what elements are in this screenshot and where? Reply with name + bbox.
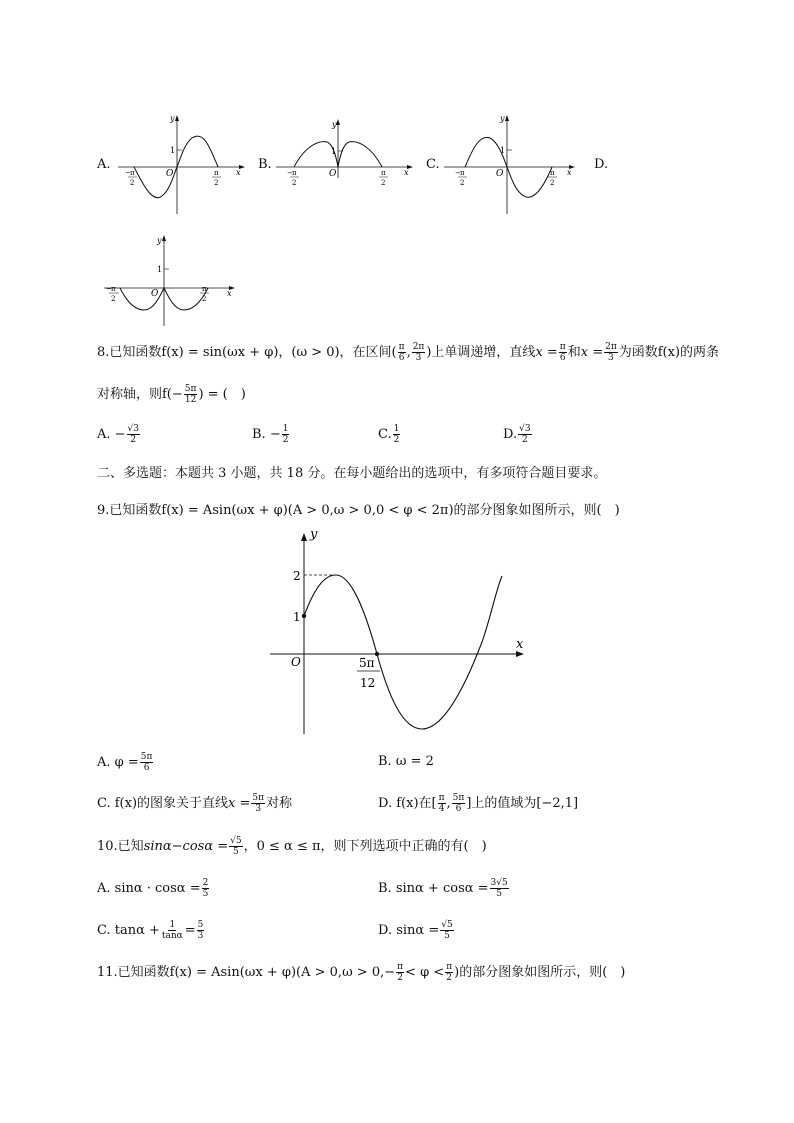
tick-neg: − (106, 285, 112, 293)
tick-pi: π (292, 169, 297, 177)
y-axis-label: y (170, 114, 175, 123)
q9-option-b[interactable]: B. ω = 2 (378, 754, 434, 769)
tick-pi: π (550, 169, 555, 177)
tick-5pi: 5π (359, 656, 375, 670)
tick-pi: π (214, 169, 219, 177)
x-axis-label: x (227, 289, 232, 298)
y-axis-label: y (157, 236, 162, 245)
origin-label: O (329, 169, 337, 179)
q7-graph-a (112, 112, 247, 217)
q7-option-c-label: C. (426, 157, 440, 172)
q8-option-d[interactable]: D. $\frac{√3}{2}$ (503, 424, 531, 445)
y-axis-label: y (310, 527, 318, 542)
section-heading-multiple-choice: 二、多选题：本题共 3 小题，共 18 分。在每小题给出的选项中，有多项符合题目要求。 (97, 466, 607, 481)
tick-two: 2 (381, 179, 386, 187)
x-axis-label: x (236, 168, 241, 177)
tick-two: 2 (214, 179, 219, 187)
tick-pi: π (130, 169, 135, 177)
origin-label: O (151, 289, 159, 299)
x-axis-label: x (404, 168, 409, 177)
tick-pi: π (460, 169, 465, 177)
tick-two: 2 (460, 179, 465, 187)
x-axis-label: x (516, 637, 524, 652)
tick-two: 2 (111, 295, 116, 303)
origin-label: O (166, 169, 174, 179)
q8-option-c[interactable]: C. $\frac{1}{2}$ (378, 424, 400, 445)
q7-option-a-label: A. (97, 157, 111, 172)
q8-stem-line2: 对称轴，则f(− $\frac{5\pi}{12}$ ) = ( ) (97, 384, 246, 405)
q9-option-d[interactable]: D. f(x)在[ $\frac{\pi}{4}$ , $\frac{5\pi}{6}$ ]上的值域为[−2,1] (378, 793, 579, 814)
x-axis-label: x (567, 168, 572, 177)
q7-graph-b (272, 118, 417, 187)
q9-option-a[interactable]: A. φ = $\frac{5\pi}{6}$ (97, 752, 153, 773)
tick-neg: − (125, 169, 131, 177)
tick-one: 1 (331, 147, 337, 156)
q7-option-d-label: D. (594, 157, 609, 172)
tick-two: 2 (202, 295, 207, 303)
tick-one: 1 (293, 610, 301, 624)
origin-label: O (496, 169, 504, 179)
q11-stem: 11.已知函数f(x) = Asin(ωx + φ)(A > 0,ω > 0,− $\frac{\pi}{2}$ < φ < $\frac{\pi}{2}$ )的部分图象如图所示，则( ) (97, 962, 626, 983)
tick-pi: π (111, 285, 116, 293)
q8-option-b[interactable]: B. − $\frac{1}{2}$ (252, 424, 289, 445)
tick-pi: π (202, 285, 207, 293)
q9-graph (266, 524, 528, 738)
tick-one: 1 (500, 146, 506, 155)
tick-12: 12 (360, 676, 376, 690)
origin-label: O (291, 655, 301, 669)
q7-option-b-label: B. (258, 157, 272, 172)
tick-pi: π (381, 169, 386, 177)
tick-neg: − (455, 169, 461, 177)
tick-two: 2 (292, 179, 297, 187)
tick-one: 1 (157, 265, 163, 274)
q9-stem: 9.已知函数f(x) = Asin(ωx + φ)(A > 0,ω > 0,0 < φ < 2π)的部分图象如图所示，则( ) (97, 503, 620, 518)
tick-two: 2 (130, 179, 135, 187)
q8-option-a[interactable]: A. − $\frac{√3}{2}$ (97, 424, 140, 445)
tick-neg: − (287, 169, 293, 177)
q7-graph-d (100, 234, 240, 329)
q7-graph-c (440, 112, 580, 217)
y-axis-label: y (332, 120, 337, 129)
q10-option-b[interactable]: B. sinα + cosα = $\frac{3√5}{5}$ (378, 878, 508, 899)
tick-two: 2 (293, 569, 301, 583)
q10-option-a[interactable]: A. sinα · cosα = $\frac{2}{5}$ (97, 878, 209, 899)
y-axis-label: y (500, 114, 505, 123)
tick-one: 1 (170, 146, 176, 155)
q9-option-c[interactable]: C. f(x)的图象关于直线x = $\frac{5\pi}{3}$ 对称 (97, 793, 293, 814)
q10-option-c[interactable]: C. tanα + $\frac{1}{\tan\alpha}$ = $\frac{5}{3}$ (97, 920, 204, 941)
q8-stem: 8.已知函数f(x) = sin(ωx + φ)，(ω > 0)，在区间( $\frac{\pi}{6}$ , $\frac{2\pi}{3}$ )上单调递增，直线x = $\frac{\pi}{6}$ 和x = $\frac{2\pi}{3}$ 为函数f(x)的两条 (97, 342, 720, 363)
tick-two: 2 (550, 179, 555, 187)
q10-stem: 10.已知sinα−cosα = $\frac{√5}{5}$ ，0 ≤ α ≤ π，则下列选项中正确的有( ) (97, 836, 487, 857)
q10-option-d[interactable]: D. sinα = $\frac{√5}{5}$ (378, 920, 453, 941)
